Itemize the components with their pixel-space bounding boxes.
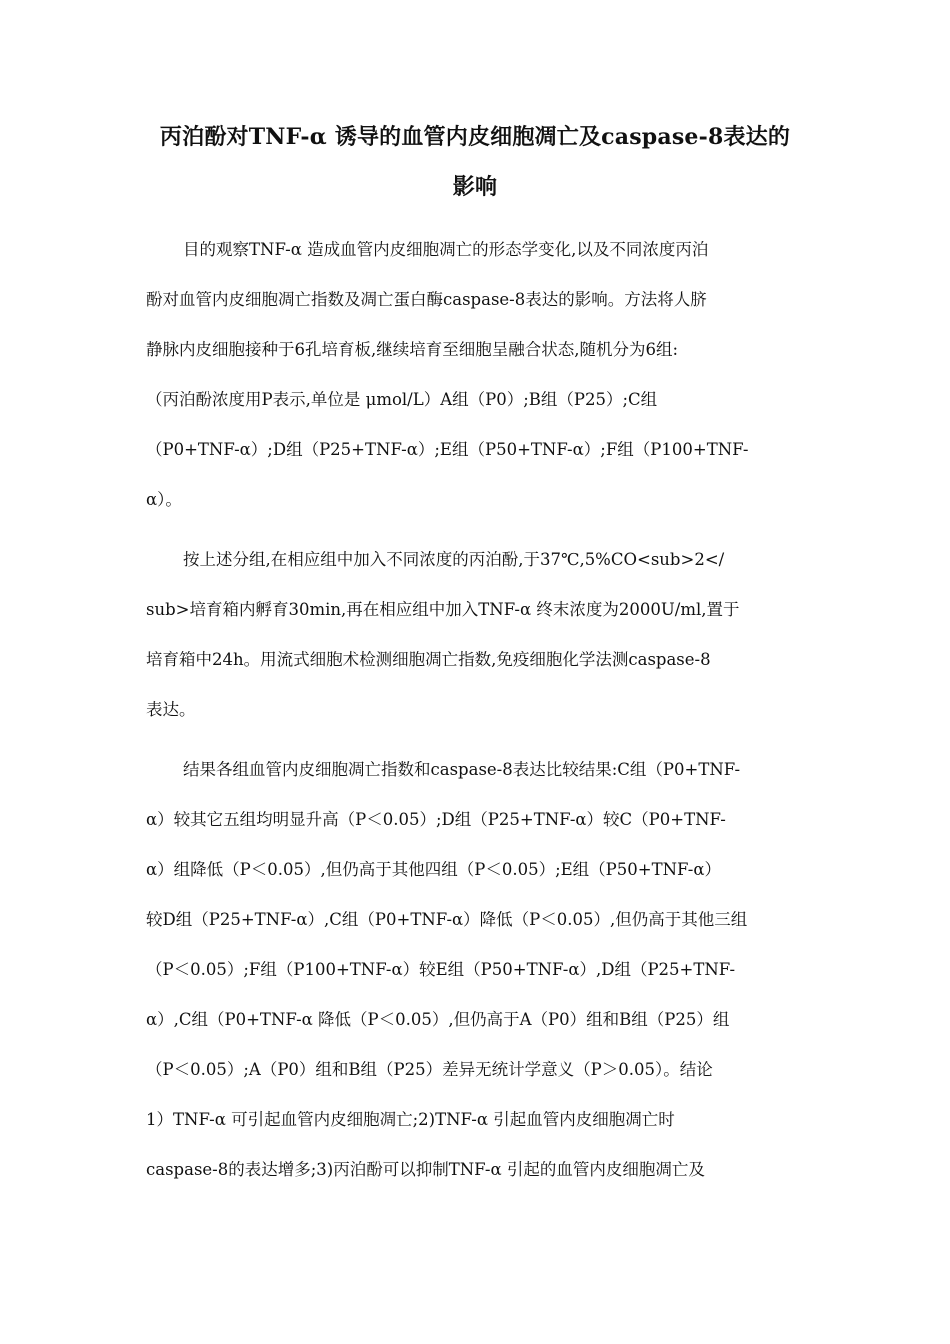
paragraph-objective-methods [146, 225, 810, 525]
text-line: caspase-8的表达增多;3)丙泊酚可以抑制TNF-α 引起的血管内皮细胞凋亡及 [146, 1160, 705, 1179]
text-line: α）。 [146, 490, 182, 509]
text-line: 目的观察TNF-α 造成血管内皮细胞凋亡的形态学变化,以及不同浓度丙泊 [183, 240, 709, 259]
text-line: （P＜0.05）;F组（P100+TNF-α）较E组（P50+TNF-α）,D组（P25+TNF- [146, 960, 736, 979]
title-line: 丙泊酚对TNF-α 诱导的血管内皮细胞凋亡及caspase-8表达的 [159, 124, 791, 150]
text-line: α）组降低（P＜0.05）,但仍高于其他四组（P＜0.05）;E组（P50+TNF-α） [146, 860, 721, 879]
text-line: 表达。 [146, 700, 196, 719]
text-line: sub>培育箱内孵育30min,再在相应组中加入TNF-α 终末浓度为2000U/ml,置于 [146, 600, 740, 619]
paragraph-procedure [146, 535, 810, 735]
paragraph-results-conclusion [146, 745, 810, 1195]
text-line: （P＜0.05）;A（P0）组和B组（P25）差异无统计学意义（P＞0.05）。结论 [146, 1060, 713, 1079]
text-line: 静脉内皮细胞接种于6孔培育板,继续培育至细胞呈融合状态,随机分为6组: [146, 340, 679, 359]
text-line: 1）TNF-α 可引起血管内皮细胞凋亡;2)TNF-α 引起血管内皮细胞凋亡时 [146, 1110, 675, 1129]
text-line: 按上述分组,在相应组中加入不同浓度的丙泊酚,于37℃,5%CO<sub>2</ [183, 550, 725, 569]
text-line: （P0+TNF-α）;D组（P25+TNF-α）;E组（P50+TNF-α）;F组（P100+TNF- [146, 440, 749, 459]
text-line: 酚对血管内皮细胞凋亡指数及凋亡蛋白酶caspase-8表达的影响。方法将人脐 [146, 290, 707, 309]
text-line: α）,C组（P0+TNF-α 降低（P＜0.05）,但仍高于A（P0）组和B组（P25）组 [146, 1010, 730, 1029]
page-title [130, 112, 820, 212]
text-line: α）较其它五组均明显升高（P＜0.05）;D组（P25+TNF-α）较C（P0+TNF- [146, 810, 726, 829]
text-line: （丙泊酚浓度用P表示,单位是 μmol/L）A组（P0）;B组（P25）;C组 [146, 390, 658, 409]
text-line: 较D组（P25+TNF-α）,C组（P0+TNF-α）降低（P＜0.05）,但仍高于其他三组 [146, 910, 748, 929]
title-line: 影响 [452, 174, 498, 200]
text-line: 结果各组血管内皮细胞凋亡指数和caspase-8表达比较结果:C组（P0+TNF- [183, 760, 741, 779]
text-line: 培育箱中24h。用流式细胞术检测细胞凋亡指数,免疫细胞化学法测caspase-8 [146, 650, 711, 669]
